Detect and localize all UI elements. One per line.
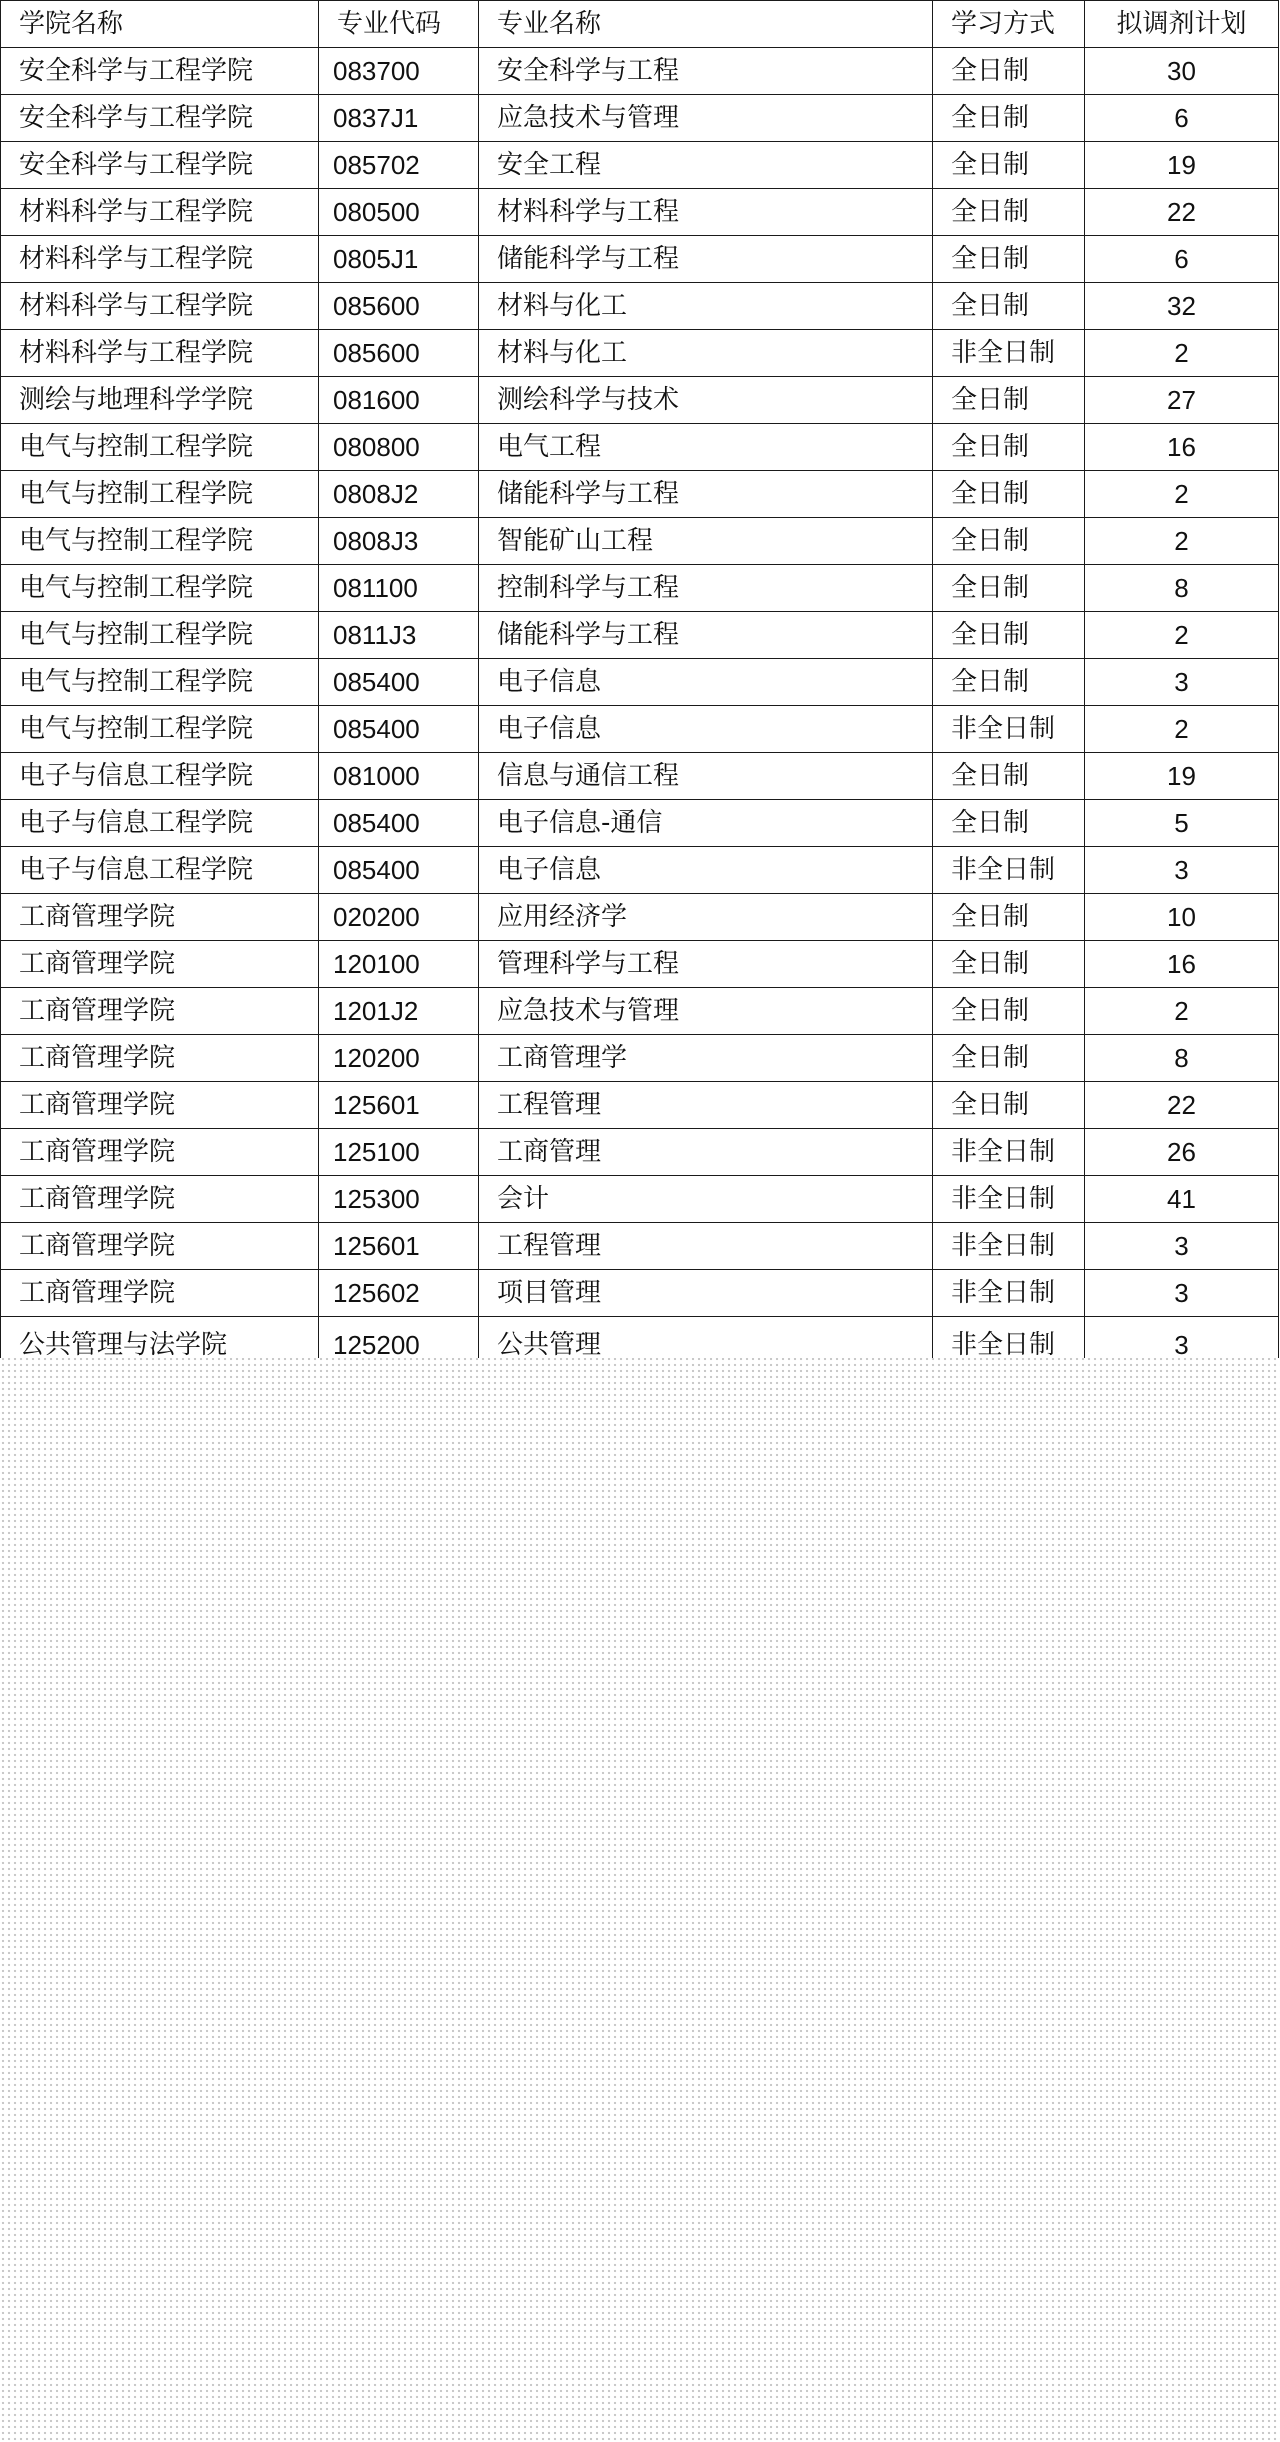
- cell-college: 电子与信息工程学院: [1, 800, 319, 847]
- cell-major-code: 020200: [319, 894, 479, 941]
- cell-planned-quota: 6: [1085, 95, 1279, 142]
- header-major-name: 专业名称: [479, 1, 933, 48]
- cell-college: 工商管理学院: [1, 1270, 319, 1317]
- table-row: [1, 941, 1279, 988]
- cell-major-name: 工程管理: [479, 1223, 933, 1270]
- table-row: [1, 1270, 1279, 1317]
- cell-major-code: 0837J1: [319, 95, 479, 142]
- cell-major-code: 125200: [319, 1317, 479, 1359]
- cell-study-mode: 全日制: [933, 941, 1085, 988]
- table-row: [1, 1176, 1279, 1223]
- cell-planned-quota: 2: [1085, 518, 1279, 565]
- table-row: [1, 189, 1279, 236]
- cell-study-mode: 全日制: [933, 424, 1085, 471]
- cell-major-code: 085400: [319, 800, 479, 847]
- cell-major-code: 085600: [319, 330, 479, 377]
- cell-college: 工商管理学院: [1, 1035, 319, 1082]
- table-row: [1, 142, 1279, 189]
- cell-major-code: 125300: [319, 1176, 479, 1223]
- cell-planned-quota: 3: [1085, 1270, 1279, 1317]
- cell-major-name: 智能矿山工程: [479, 518, 933, 565]
- cell-planned-quota: 3: [1085, 1223, 1279, 1270]
- cell-major-name: 公共管理: [479, 1317, 933, 1359]
- cell-study-mode: 全日制: [933, 894, 1085, 941]
- table-row: [1, 612, 1279, 659]
- cell-major-code: 0808J3: [319, 518, 479, 565]
- cell-major-name: 会计: [479, 1176, 933, 1223]
- cell-major-code: 120100: [319, 941, 479, 988]
- cell-major-name: 安全工程: [479, 142, 933, 189]
- cell-planned-quota: 5: [1085, 800, 1279, 847]
- table-row: [1, 377, 1279, 424]
- cell-college: 材料科学与工程学院: [1, 236, 319, 283]
- cell-major-code: 083700: [319, 48, 479, 95]
- table-body: [1, 48, 1279, 1359]
- cell-study-mode: 全日制: [933, 518, 1085, 565]
- cell-study-mode: 非全日制: [933, 1317, 1085, 1359]
- cell-planned-quota: 19: [1085, 142, 1279, 189]
- cell-major-name: 电子信息: [479, 659, 933, 706]
- cell-college: 电子与信息工程学院: [1, 847, 319, 894]
- cell-major-name: 材料与化工: [479, 283, 933, 330]
- table-row: [1, 236, 1279, 283]
- cell-study-mode: 全日制: [933, 283, 1085, 330]
- cell-college: 工商管理学院: [1, 1129, 319, 1176]
- cell-college: 电气与控制工程学院: [1, 706, 319, 753]
- cell-major-name: 管理科学与工程: [479, 941, 933, 988]
- cell-planned-quota: 19: [1085, 753, 1279, 800]
- cell-planned-quota: 3: [1085, 1317, 1279, 1359]
- table-row: [1, 1223, 1279, 1270]
- cell-college: 电子与信息工程学院: [1, 753, 319, 800]
- cell-study-mode: 全日制: [933, 753, 1085, 800]
- cell-study-mode: 全日制: [933, 142, 1085, 189]
- table-row: [1, 659, 1279, 706]
- cell-planned-quota: 3: [1085, 847, 1279, 894]
- cell-college: 工商管理学院: [1, 1223, 319, 1270]
- cell-planned-quota: 41: [1085, 1176, 1279, 1223]
- cell-study-mode: 全日制: [933, 1082, 1085, 1129]
- cell-major-name: 工商管理: [479, 1129, 933, 1176]
- cell-study-mode: 全日制: [933, 565, 1085, 612]
- cell-college: 测绘与地理科学学院: [1, 377, 319, 424]
- cell-major-code: 085600: [319, 283, 479, 330]
- cell-college: 电气与控制工程学院: [1, 424, 319, 471]
- cell-planned-quota: 10: [1085, 894, 1279, 941]
- cell-planned-quota: 22: [1085, 1082, 1279, 1129]
- table-row: [1, 800, 1279, 847]
- cell-college: 电气与控制工程学院: [1, 565, 319, 612]
- cell-college: 工商管理学院: [1, 1176, 319, 1223]
- cell-college: 公共管理与法学院: [1, 1317, 319, 1359]
- cell-college: 安全科学与工程学院: [1, 95, 319, 142]
- cell-major-name: 安全科学与工程: [479, 48, 933, 95]
- cell-major-name: 材料与化工: [479, 330, 933, 377]
- cell-major-code: 085702: [319, 142, 479, 189]
- cell-major-code: 120200: [319, 1035, 479, 1082]
- table-row: [1, 847, 1279, 894]
- cell-major-code: 080500: [319, 189, 479, 236]
- cell-major-name: 电子信息: [479, 706, 933, 753]
- table-header: [1, 1, 1279, 48]
- cell-planned-quota: 2: [1085, 988, 1279, 1035]
- cell-planned-quota: 27: [1085, 377, 1279, 424]
- cell-college: 电气与控制工程学院: [1, 471, 319, 518]
- cell-college: 工商管理学院: [1, 988, 319, 1035]
- cell-study-mode: 全日制: [933, 236, 1085, 283]
- cell-major-code: 125602: [319, 1270, 479, 1317]
- cell-study-mode: 全日制: [933, 800, 1085, 847]
- cell-major-code: 125601: [319, 1082, 479, 1129]
- cell-major-name: 应急技术与管理: [479, 95, 933, 142]
- table-row: [1, 988, 1279, 1035]
- table-row: [1, 706, 1279, 753]
- cell-major-code: 125601: [319, 1223, 479, 1270]
- table-row: [1, 1129, 1279, 1176]
- cell-college: 工商管理学院: [1, 1082, 319, 1129]
- cell-major-code: 1201J2: [319, 988, 479, 1035]
- cell-major-code: 081600: [319, 377, 479, 424]
- cell-study-mode: 非全日制: [933, 1129, 1085, 1176]
- cell-major-name: 应急技术与管理: [479, 988, 933, 1035]
- cell-study-mode: 全日制: [933, 189, 1085, 236]
- table-row: [1, 1082, 1279, 1129]
- table-row: [1, 330, 1279, 377]
- cell-planned-quota: 2: [1085, 612, 1279, 659]
- header-row: [1, 1, 1279, 48]
- cell-planned-quota: 16: [1085, 941, 1279, 988]
- cell-planned-quota: 22: [1085, 189, 1279, 236]
- table-row: [1, 471, 1279, 518]
- cell-major-code: 080800: [319, 424, 479, 471]
- cell-planned-quota: 26: [1085, 1129, 1279, 1176]
- cell-major-name: 测绘科学与技术: [479, 377, 933, 424]
- table-row: [1, 283, 1279, 330]
- cell-college: 安全科学与工程学院: [1, 48, 319, 95]
- table-row: [1, 48, 1279, 95]
- table-row: [1, 424, 1279, 471]
- cell-major-name: 应用经济学: [479, 894, 933, 941]
- cell-planned-quota: 8: [1085, 1035, 1279, 1082]
- cell-planned-quota: 30: [1085, 48, 1279, 95]
- table-row: [1, 518, 1279, 565]
- cell-major-name: 项目管理: [479, 1270, 933, 1317]
- cell-major-name: 储能科学与工程: [479, 612, 933, 659]
- cell-study-mode: 非全日制: [933, 1270, 1085, 1317]
- cell-major-code: 081100: [319, 565, 479, 612]
- table-row: [1, 1317, 1279, 1359]
- cell-major-code: 0811J3: [319, 612, 479, 659]
- cell-study-mode: 非全日制: [933, 847, 1085, 894]
- header-major-code: 专业代码: [319, 1, 479, 48]
- cell-college: 工商管理学院: [1, 941, 319, 988]
- cell-study-mode: 全日制: [933, 95, 1085, 142]
- table-row: [1, 1035, 1279, 1082]
- cell-study-mode: 全日制: [933, 1035, 1085, 1082]
- header-study-mode: 学习方式: [933, 1, 1085, 48]
- cell-study-mode: 全日制: [933, 612, 1085, 659]
- table-row: [1, 753, 1279, 800]
- cell-college: 安全科学与工程学院: [1, 142, 319, 189]
- cell-college: 电气与控制工程学院: [1, 612, 319, 659]
- cell-major-code: 081000: [319, 753, 479, 800]
- cell-major-name: 信息与通信工程: [479, 753, 933, 800]
- cell-major-code: 085400: [319, 659, 479, 706]
- table-row: [1, 894, 1279, 941]
- cell-major-code: 0805J1: [319, 236, 479, 283]
- cell-major-name: 工商管理学: [479, 1035, 933, 1082]
- header-planned-quota: 拟调剂计划: [1085, 1, 1279, 48]
- cell-planned-quota: 16: [1085, 424, 1279, 471]
- cell-major-name: 控制科学与工程: [479, 565, 933, 612]
- cell-college: 电气与控制工程学院: [1, 659, 319, 706]
- cell-major-name: 工程管理: [479, 1082, 933, 1129]
- table-row: [1, 565, 1279, 612]
- cell-planned-quota: 2: [1085, 330, 1279, 377]
- cell-study-mode: 非全日制: [933, 1176, 1085, 1223]
- cell-planned-quota: 6: [1085, 236, 1279, 283]
- cell-major-name: 材料科学与工程: [479, 189, 933, 236]
- cell-study-mode: 非全日制: [933, 1223, 1085, 1270]
- cell-study-mode: 非全日制: [933, 706, 1085, 753]
- cell-major-name: 电子信息-通信: [479, 800, 933, 847]
- cell-major-name: 电气工程: [479, 424, 933, 471]
- cell-major-name: 电子信息: [479, 847, 933, 894]
- cell-major-code: 125100: [319, 1129, 479, 1176]
- cell-planned-quota: 2: [1085, 706, 1279, 753]
- header-college: 学院名称: [1, 1, 319, 48]
- cell-study-mode: 全日制: [933, 471, 1085, 518]
- cell-planned-quota: 2: [1085, 471, 1279, 518]
- cell-college: 工商管理学院: [1, 894, 319, 941]
- cell-major-name: 储能科学与工程: [479, 236, 933, 283]
- cell-major-code: 085400: [319, 706, 479, 753]
- cell-major-code: 0808J2: [319, 471, 479, 518]
- cell-major-name: 储能科学与工程: [479, 471, 933, 518]
- cell-study-mode: 全日制: [933, 48, 1085, 95]
- cell-planned-quota: 3: [1085, 659, 1279, 706]
- cell-planned-quota: 8: [1085, 565, 1279, 612]
- cell-study-mode: 全日制: [933, 988, 1085, 1035]
- cell-study-mode: 非全日制: [933, 330, 1085, 377]
- cell-college: 材料科学与工程学院: [1, 189, 319, 236]
- table-row: [1, 95, 1279, 142]
- cell-major-code: 085400: [319, 847, 479, 894]
- cell-study-mode: 全日制: [933, 377, 1085, 424]
- cell-planned-quota: 32: [1085, 283, 1279, 330]
- cell-college: 材料科学与工程学院: [1, 330, 319, 377]
- cell-college: 材料科学与工程学院: [1, 283, 319, 330]
- cell-college: 电气与控制工程学院: [1, 518, 319, 565]
- cell-study-mode: 全日制: [933, 659, 1085, 706]
